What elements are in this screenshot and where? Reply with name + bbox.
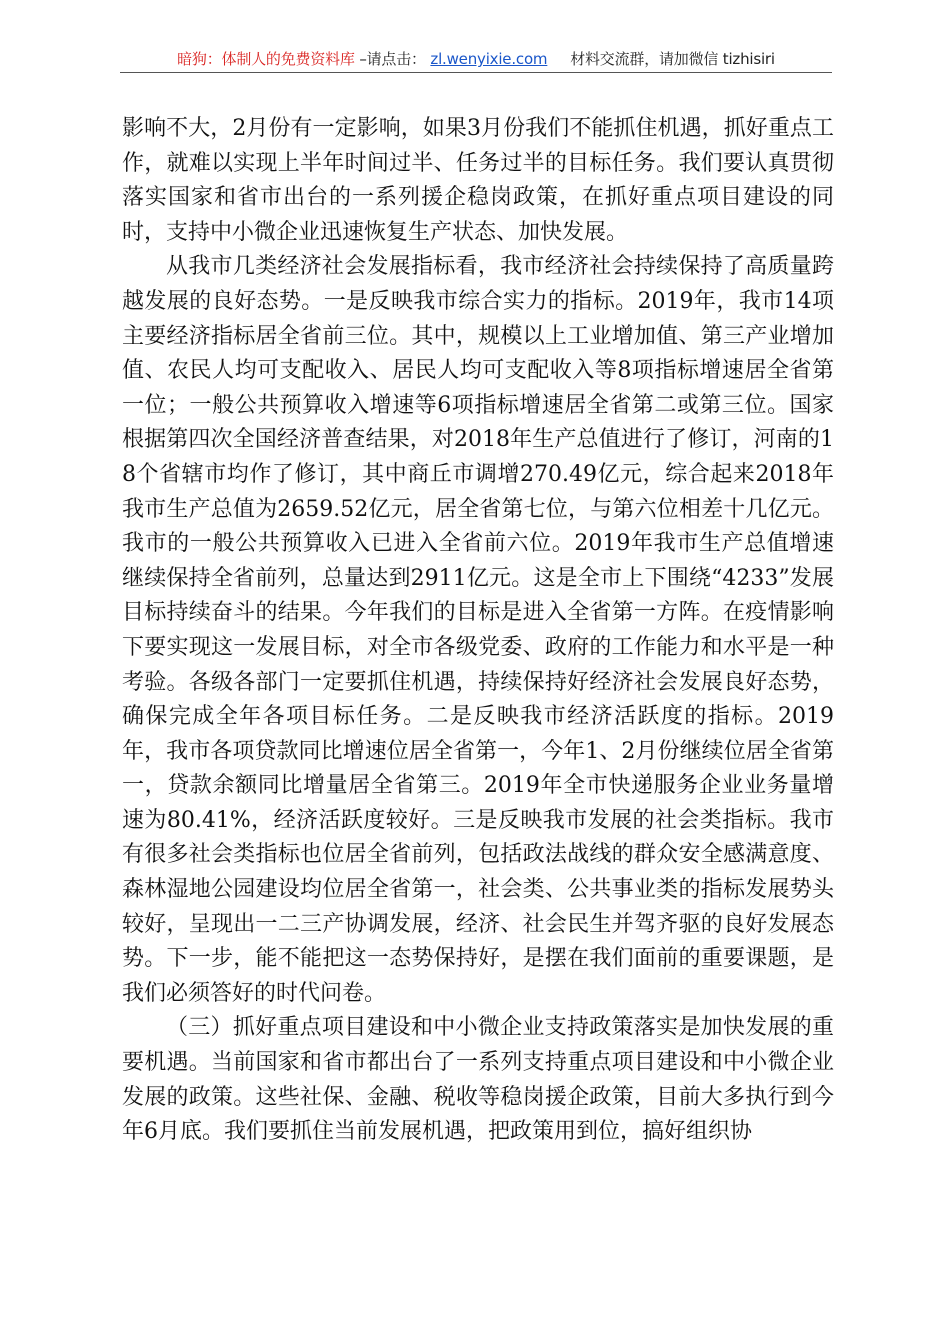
header-divider bbox=[120, 72, 832, 73]
page-header bbox=[120, 46, 832, 72]
header-click-label: –请点击： bbox=[359, 50, 426, 68]
paragraph-indicators: 从我市几类经济社会发展指标看，我市经济社会持续保持了高质量跨越发展的良好态势。一是反映我市综合实力的指标。2019年，我市14项主要经济指标居全省前三位。其中，规模以上工业增加值、第三产业增加值、农民人均可支配收入、居民人均可支配收入等8项指标增速居全省第一位；一般公共预算收入增速等6项指标增速居全省第二或第三位。国家根据第四次全国经济普查结果，对2018年生产总值进行了修订，河南的18个省辖市均作了修订，其中商丘市调增270.49亿元，综合起来2018年我市生产总值为2659.52亿元，居全省第七位，与第六位相差十几亿元。我市的一般公共预算收入已进入全省前六位。2019年我市生产总值增速继续保持全省前列，总量达到2911亿元。这是全市上下围绕“4233”发展目标持续奋斗的结果。今年我们的目标是进入全省第一方阵。在疫情影响下要实现这一发展目标，对全市各级党委、政府的工作能力和水平是一种考验。各级各部门一定要抓住机遇，持续保持好经济社会发展良好态势，确保完成全年各项目标任务。二是反映我市经济活跃度的指标。2019年，我市各项贷款同比增速位居全省第一，今年1、2月份继续位居全省第一，贷款余额同比增量居全省第三。2019年全市快递服务企业业务量增速为80.41%，经济活跃度较好。三是反映我市发展的社会类指标。我市有很多社会类指标也位居全省前列，包括政法战线的群众安全感满意度、森林湿地公园建设均位居全省第一，社会类、公共事业类的指标发展势头较好，呈现出一二三产协调发展，经济、社会民生并驾齐驱的良好发展态势。下一步，能不能把这一态势保持好，是摆在我们面前的重要课题，是我们必须答好的时代问卷。 bbox=[122, 254, 834, 1006]
header-website-link[interactable]: zl.wenyixie.com bbox=[430, 50, 548, 68]
document-body bbox=[122, 112, 834, 1150]
paragraph-section-three: （三）抓好重点项目建设和中小微企业支持政策落实是加快发展的重要机遇。当前国家和省市都出台了一系列支持重点项目建设和中小微企业发展的政策。这些社保、金融、税收等稳岗援企政策，目前大多执行到今年6月底。我们要抓住当前发展机遇，把政策用到位，搞好组织协 bbox=[122, 1015, 834, 1145]
header-wechat-note: 材料交流群，请加微信 tizhisiri bbox=[570, 50, 775, 68]
header-promo-text: 暗狗：体制人的免费资料库 bbox=[177, 50, 355, 68]
paragraph-continuation: 影响不大，2月份有一定影响，如果3月份我们不能抓住机遇，抓好重点工作，就难以实现上半年时间过半、任务过半的目标任务。我们要认真贯彻落实国家和省市出台的一系列援企稳岗政策，在抓好重点项目建设的同时，支持中小微企业迅速恢复生产状态、加快发展。 bbox=[122, 116, 834, 245]
